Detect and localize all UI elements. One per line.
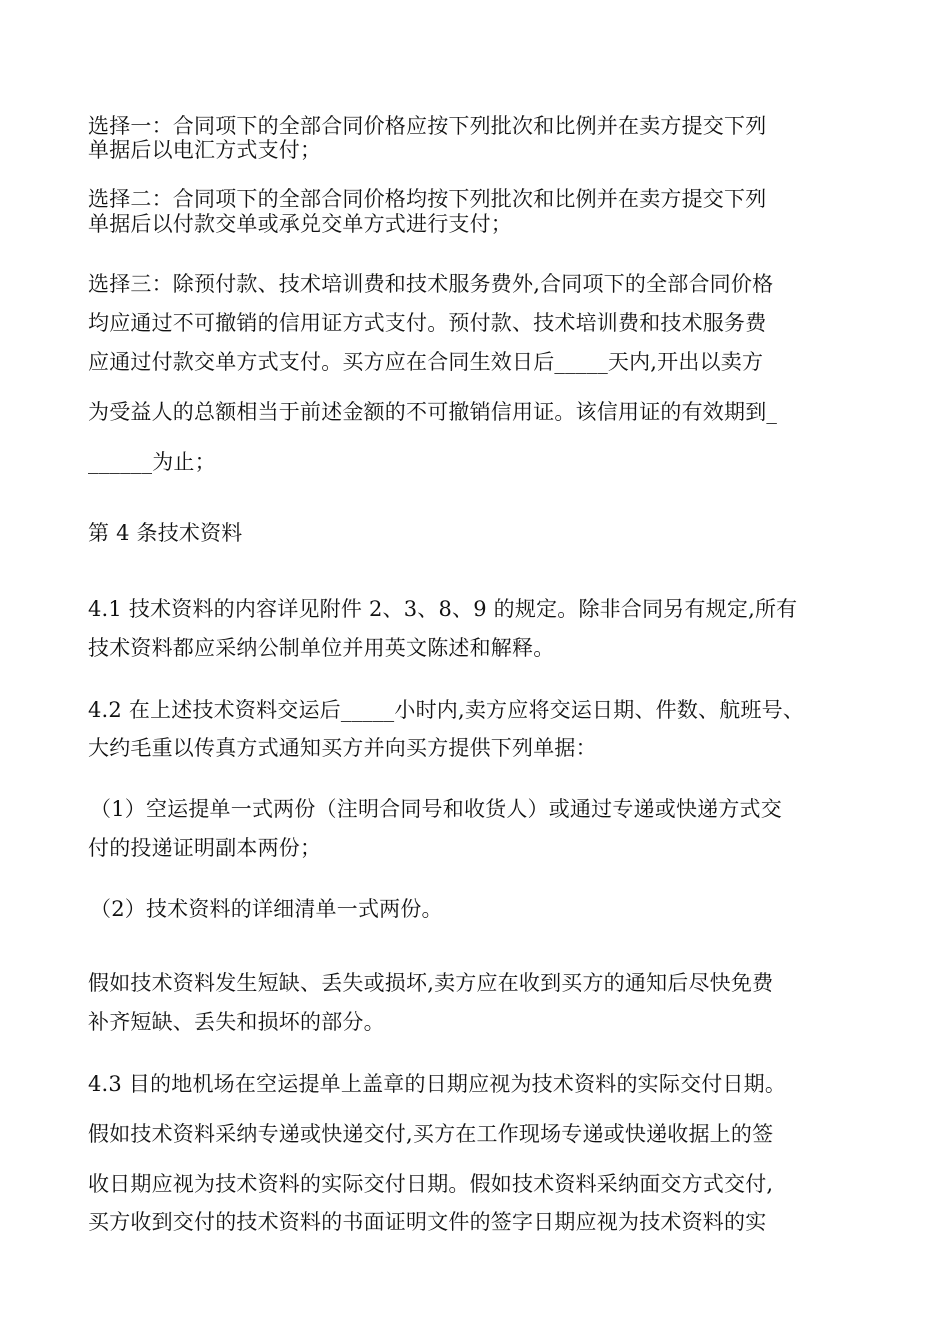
shortage-line-1: 假如技术资料发生短缺、丢失或损坏,卖方应在收到买方的通知后尽快免费 [88, 971, 774, 995]
choice-three-line-1: 选择三：除预付款、技术培训费和技术服务费外,合同项下的全部合同价格 [88, 272, 774, 296]
section-4-1-line-2: 技术资料都应采纳公制单位并用英文陈述和解释。 [88, 636, 555, 660]
choice-one-line-1: 选择一：合同项下的全部合同价格应按下列批次和比例并在卖方提交下列 [88, 114, 767, 138]
choice-three-line-2: 均应通过不可撤销的信用证方式支付。预付款、技术培训费和技术服务费 [88, 311, 767, 335]
item-2-line-1: （2）技术资料的详细清单一式两份。 [90, 897, 443, 921]
section-4-1-line-1: 4.1 技术资料的内容详见附件 2、3、8、9 的规定。除非合同另有规定,所有 [88, 597, 798, 621]
section-4-3-line-4: 买方收到交付的技术资料的书面证明文件的签字日期应视为技术资料的实 [88, 1210, 767, 1234]
item-1-line-1: （1）空运提单一式两份（注明合同号和收货人）或通过专递或快递方式交 [90, 797, 782, 821]
choice-one-line-2: 单据后以电汇方式支付； [88, 138, 322, 162]
section-4-3-line-2: 假如技术资料采纳专递或快递交付,买方在工作现场专递或快递收据上的签 [88, 1122, 774, 1146]
choice-two-line-2: 单据后以付款交单或承兑交单方式进行支付； [88, 212, 512, 236]
shortage-line-2: 补齐短缺、丢失和损坏的部分。 [88, 1010, 385, 1034]
choice-three-line-5: ______为止； [88, 450, 216, 474]
section-4-2-line-2: 大约毛重以传真方式通知买方并向买方提供下列单据： [88, 736, 597, 760]
item-1-line-2: 付的投递证明副本两份； [88, 836, 322, 860]
section-4-2-line-1: 4.2 在上述技术资料交运后_____小时内,卖方应将交运日期、件数、航班号、 [88, 698, 805, 722]
section-4-3-line-3: 收日期应视为技术资料的实际交付日期。假如技术资料采纳面交方式交付, [88, 1172, 774, 1196]
section-4-3-line-1: 4.3 目的地机场在空运提单上盖章的日期应视为技术资料的实际交付日期。 [88, 1072, 787, 1096]
article-4-title: 第 4 条技术资料 [88, 521, 243, 545]
choice-three-line-3: 应通过付款交单方式支付。买方应在合同生效日后_____天内,开出以卖方 [88, 350, 764, 374]
choice-two-line-1: 选择二：合同项下的全部合同价格均按下列批次和比例并在卖方提交下列 [88, 187, 767, 211]
choice-three-line-4: 为受益人的总额相当于前述金额的不可撤销信用证。该信用证的有效期到_ [88, 400, 778, 424]
